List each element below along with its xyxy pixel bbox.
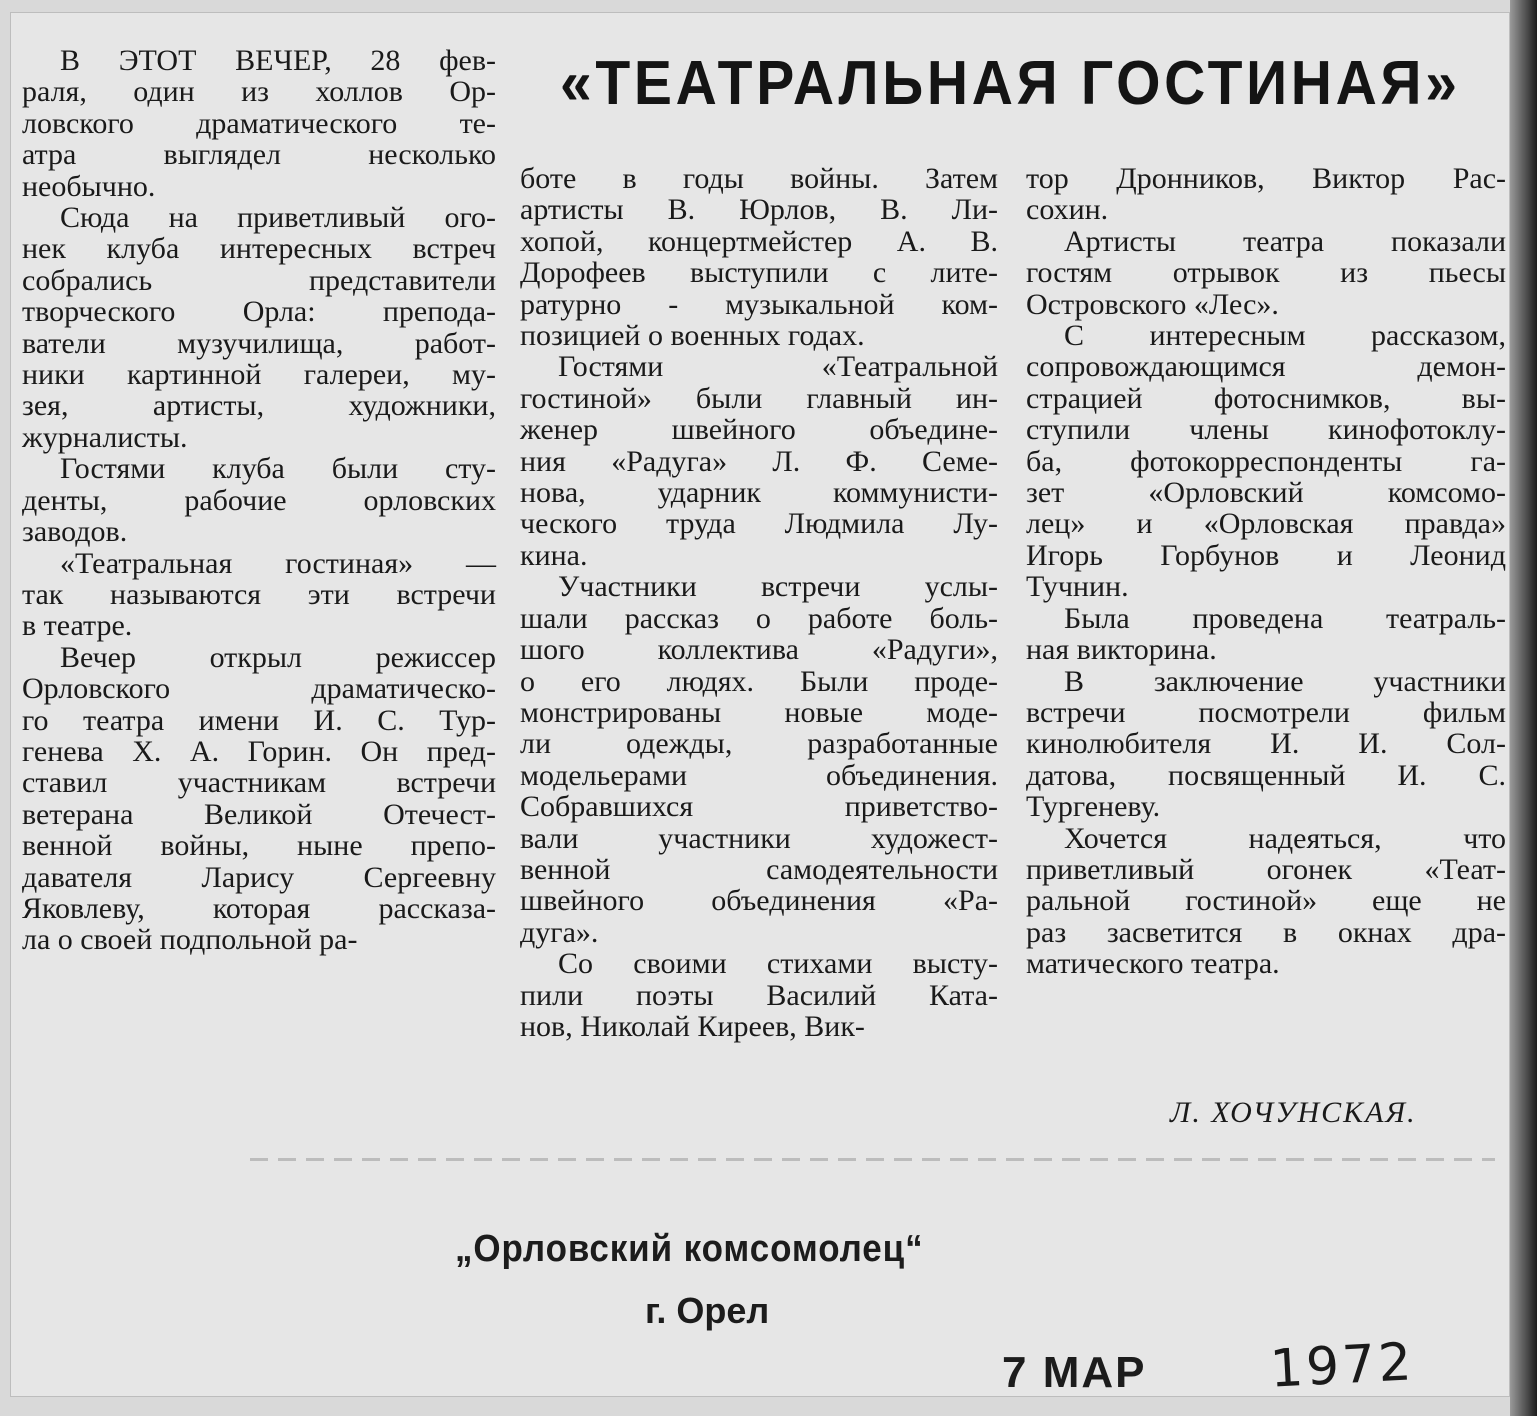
text-line: ная викторина. bbox=[1026, 633, 1217, 667]
text-line: дуга». bbox=[520, 915, 599, 949]
city-stamp: г. Орел bbox=[645, 1290, 770, 1331]
text-line: датова, посвященный И. С. bbox=[1026, 758, 1506, 792]
text-line: ники картинной галереи, му- bbox=[22, 358, 496, 392]
text-line: Была проведена театраль- bbox=[1064, 601, 1506, 635]
text-line: Хочется надеяться, что bbox=[1064, 821, 1506, 855]
text-line: давателя Ларису Сергеевну bbox=[22, 860, 496, 894]
text-line: ния «Радуга» Л. Ф. Семе- bbox=[520, 444, 998, 478]
text-line: артисты В. Юрлов, В. Ли- bbox=[520, 193, 998, 227]
text-line: журналисты. bbox=[22, 420, 188, 454]
text-line: страцией фотоснимков, вы- bbox=[1026, 381, 1506, 415]
divider-rule bbox=[250, 1158, 1495, 1161]
text-line: Сюда на приветливый ого- bbox=[60, 201, 496, 235]
text-line: кинолюбителя И. И. Сол- bbox=[1026, 727, 1506, 761]
text-line: кина. bbox=[520, 538, 588, 572]
article-paragraph bbox=[22, 45, 496, 202]
text-line: Игорь Горбунов и Леонид bbox=[1026, 538, 1506, 572]
text-line: Артисты театра показали bbox=[1064, 224, 1506, 258]
text-line: швейного объединения «Ра- bbox=[520, 884, 998, 918]
article-paragraph bbox=[1026, 666, 1506, 823]
text-line: Собравшихся приветство- bbox=[520, 790, 998, 824]
text-line: сопровождающимся демон- bbox=[1026, 350, 1506, 384]
text-line: раз засветится в окнах дра- bbox=[1026, 915, 1506, 949]
text-line: гостям отрывок из пьесы bbox=[1026, 256, 1506, 290]
text-line: встречи посмотрели фильм bbox=[1026, 695, 1506, 729]
text-line: о его людях. Были проде- bbox=[520, 664, 998, 698]
text-line: гостиной» были главный ин- bbox=[520, 381, 998, 415]
text-line: нова, ударник коммунисти- bbox=[520, 476, 998, 510]
text-line: позицией о военных годах. bbox=[520, 319, 865, 353]
text-line: раля, один из холлов Ор- bbox=[22, 75, 496, 109]
text-line: В заключение участники bbox=[1064, 664, 1506, 698]
article-paragraph bbox=[22, 453, 496, 547]
text-line: Гостями «Театральной bbox=[558, 350, 998, 384]
article-paragraph bbox=[520, 948, 998, 1042]
text-line: атра выглядел несколько bbox=[22, 138, 496, 172]
text-line: шого коллектива «Радуги», bbox=[520, 633, 998, 667]
scan-edge-shadow bbox=[1510, 0, 1537, 1416]
article-title: «ТЕАТРАЛЬНАЯ ГОСТИНАЯ» bbox=[560, 49, 1461, 118]
text-line: вали участники художест- bbox=[520, 821, 998, 855]
text-line: ла о своей подпольной ра- bbox=[22, 923, 358, 957]
text-line: пили поэты Василий Ката- bbox=[520, 978, 998, 1012]
text-line: ли одежды, разработанные bbox=[520, 727, 998, 761]
author-signature: Л. ХОЧУНСКАЯ. bbox=[1170, 1096, 1417, 1129]
article-paragraph bbox=[520, 163, 998, 351]
text-line: нек клуба интересных встреч bbox=[22, 232, 496, 266]
text-line: го театра имени И. С. Тур- bbox=[22, 703, 496, 737]
article-paragraph bbox=[1026, 603, 1506, 666]
text-line: В ЭТОТ ВЕЧЕР, 28 фев- bbox=[60, 44, 496, 77]
text-line: ватели музучилища, работ- bbox=[22, 326, 496, 360]
text-line: заводов. bbox=[22, 515, 128, 549]
article-paragraph bbox=[22, 202, 496, 453]
article-paragraph bbox=[520, 571, 998, 948]
text-line: собрались представители bbox=[22, 263, 496, 297]
text-line: лец» и «Орловская правда» bbox=[1026, 507, 1506, 541]
text-line: Вечер открыл режиссер bbox=[60, 640, 496, 674]
date-stamp: 7 МАР bbox=[1002, 1348, 1147, 1397]
text-line: боте в годы войны. Затем bbox=[520, 162, 998, 195]
text-line: венной войны, ныне препо- bbox=[22, 829, 496, 863]
text-line: С интересным рассказом, bbox=[1064, 319, 1506, 353]
text-line: Гостями клуба были сту- bbox=[60, 452, 496, 486]
text-line: Дорофеев выступили с лите- bbox=[520, 256, 998, 290]
text-line: Участники встречи услы- bbox=[558, 570, 998, 604]
text-line: необычно. bbox=[22, 169, 156, 203]
text-line: хопой, концертмейстер А. В. bbox=[520, 224, 998, 258]
text-line: сохин. bbox=[1026, 193, 1109, 227]
text-line: зет «Орловский комсомо- bbox=[1026, 476, 1506, 510]
newspaper-stamp: „Орловский комсомолец“ bbox=[455, 1228, 924, 1270]
article-column-2 bbox=[520, 163, 998, 1042]
text-line: модельерами объединения. bbox=[520, 758, 998, 792]
text-line: ветерана Великой Отечест- bbox=[22, 797, 496, 831]
text-line: Тургеневу. bbox=[1026, 790, 1161, 824]
text-line: творческого Орла: препода- bbox=[22, 295, 496, 329]
text-line: тор Дронников, Виктор Рас- bbox=[1026, 162, 1506, 195]
article-paragraph bbox=[22, 548, 496, 642]
text-line: Яковлеву, которая рассказа- bbox=[22, 891, 496, 925]
article-paragraph bbox=[1026, 226, 1506, 320]
handwritten-year: 1972 bbox=[1268, 1332, 1416, 1400]
text-line: в театре. bbox=[22, 609, 133, 643]
text-line: нов, Николай Киреев, Вик- bbox=[520, 1009, 865, 1043]
text-line: приветливый огонек «Теат- bbox=[1026, 852, 1506, 886]
text-line: венной самодеятельности bbox=[520, 852, 998, 886]
article-column-1 bbox=[22, 45, 496, 956]
text-line: ставил участникам встречи bbox=[22, 766, 496, 800]
text-line: монстрированы новые моде- bbox=[520, 695, 998, 729]
text-line: Тучнин. bbox=[1026, 570, 1129, 604]
article-column-3 bbox=[1026, 163, 1506, 980]
text-line: ступили члены кинофотоклу- bbox=[1026, 413, 1506, 447]
text-line: Со своими стихами высту- bbox=[558, 947, 998, 981]
text-line: Островского «Лес». bbox=[1026, 287, 1279, 321]
text-line: ческого труда Людмила Лу- bbox=[520, 507, 998, 541]
article-paragraph bbox=[1026, 163, 1506, 226]
text-line: денты, рабочие орловских bbox=[22, 483, 496, 517]
article-paragraph bbox=[1026, 320, 1506, 603]
text-line: генева Х. А. Горин. Он пред- bbox=[22, 734, 496, 768]
text-line: так называются эти встречи bbox=[22, 577, 496, 611]
text-line: матического театра. bbox=[1026, 947, 1280, 981]
text-line: ба, фотокорреспонденты га- bbox=[1026, 444, 1506, 478]
text-line: зея, артисты, художники, bbox=[22, 389, 496, 423]
text-line: ральной гостиной» еще не bbox=[1026, 884, 1506, 918]
text-line: «Театральная гостиная» — bbox=[60, 546, 496, 580]
text-line: ловского драматического те- bbox=[22, 106, 496, 140]
article-paragraph bbox=[520, 351, 998, 571]
article-paragraph bbox=[1026, 823, 1506, 980]
article-paragraph bbox=[22, 642, 496, 956]
text-line: ратурно - музыкальной ком- bbox=[520, 287, 998, 321]
text-line: Орловского драматическо- bbox=[22, 672, 496, 706]
text-line: шали рассказ о работе боль- bbox=[520, 601, 998, 635]
text-line: женер швейного объедине- bbox=[520, 413, 998, 447]
